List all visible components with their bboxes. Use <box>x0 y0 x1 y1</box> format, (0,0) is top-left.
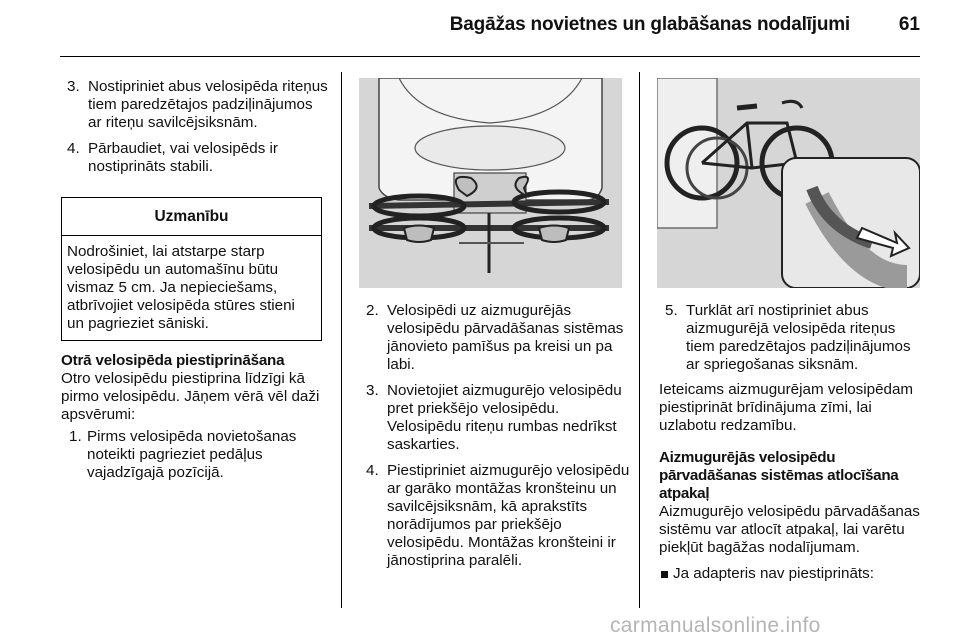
caution-notice-box <box>61 197 322 341</box>
bike-strap-detail-illustration <box>657 78 920 288</box>
step-4 <box>61 140 329 176</box>
step-number: 4. <box>67 140 80 157</box>
step-number: 3. <box>366 382 379 399</box>
page-number: 61 <box>898 14 920 35</box>
recommendation-text: Ieteicams aizmugurējam velosipēdam piestiprināt brīdinājuma zīmi, lai uzlabotu redzamību. <box>659 381 914 434</box>
column-1 <box>61 78 329 184</box>
caution-notice-title: Uzmanību <box>62 198 321 236</box>
step-number: 1. <box>69 428 82 445</box>
bike-carrier-rear-drawing <box>359 78 622 288</box>
step-text: Nostipriniet abus velosipēda riteņus tiem paredzētajos padziļinājumos ar riteņu savilcējsiksnām. <box>88 78 328 131</box>
step-4 <box>360 462 632 570</box>
step-number: 4. <box>366 462 379 479</box>
column-2 <box>360 302 632 578</box>
header-rule <box>60 56 920 57</box>
caution-notice-text: Nodrošiniet, lai atstarpe starp velosipēdu un automašīnu būtu vismaz 5 cm. Ja nepieciešams, atbrīvojiet velosipēda stūres stieni un pagrieziet sāniski. <box>67 243 295 332</box>
step-3 <box>360 382 632 454</box>
bike-carrier-rear-illustration <box>359 78 622 288</box>
column-3 <box>659 302 925 583</box>
bullet-square-icon <box>661 571 668 578</box>
watermark: carmanualsonline.info <box>610 614 821 637</box>
step-text: Velosipēdi uz aizmugurējās velosipēdu pārvadāšanas sistēmas jānovieto pamīšus pa kreisi un pa labi. <box>387 302 624 373</box>
step-text: Piestipriniet aizmugurējo velosipēdu ar garāko montāžas kronšteinu un savilcējsiksnām, kā aprakstīts norādījumos par priekšējo velosipēdu. Montāžas kronšteini ir jānostiprina paralēli. <box>387 462 630 569</box>
step-text: Novietojiet aizmugurējo velosipēdu pret priekšējo velosipēdu. Velosipēdu riteņu rumbas nedrīkst saskarties. <box>387 382 622 453</box>
step-text: Pirms velosipēda novietošanas noteikti pagrieziet pedāļus vajadzīgajā pozīcijā. <box>87 428 297 481</box>
step-2 <box>360 302 632 374</box>
step-1 <box>61 428 335 482</box>
bullet-item <box>659 565 925 583</box>
step-text: Turklāt arī nostipriniet abus aizmugurējā velosipēda riteņus tiem paredzētajos padziļinājumos ar spriegošanas siksnām. <box>686 302 911 373</box>
step-number: 3. <box>67 78 80 95</box>
step-number: 5. <box>665 302 678 319</box>
column-1-lower <box>61 352 335 490</box>
fold-back-heading: Aizmugurējās velosipēdu pārvadāšanas sistēmas atlocīšana atpakaļ <box>659 449 899 502</box>
step-text: Pārbaudiet, vai velosipēds ir nostiprināts stabili. <box>88 140 278 175</box>
bike-strap-detail-drawing <box>657 78 920 288</box>
fold-back-text: Aizmugurējo velosipēdu pārvadāšanas sistēmu var atlocīt atpakaļ, lai varētu piekļūt bagāžas nodalījumam. <box>659 503 920 556</box>
step-number: 2. <box>366 302 379 319</box>
column-divider-1 <box>341 72 342 608</box>
bullet-text: Ja adapteris nav piestiprināts: <box>673 565 874 582</box>
step-3 <box>61 78 329 132</box>
section-heading: Otrā velosipēda piestiprināšana <box>61 352 285 369</box>
page-header-title: Bagāžas novietnes un glabāšanas nodalījumi <box>449 14 850 35</box>
section-text: Otro velosipēdu piestiprina līdzīgi kā pirmo velosipēdu. Jāņem vērā vēl daži apsvērumi: <box>61 370 320 423</box>
step-5 <box>659 302 925 374</box>
column-divider-2 <box>639 72 640 608</box>
